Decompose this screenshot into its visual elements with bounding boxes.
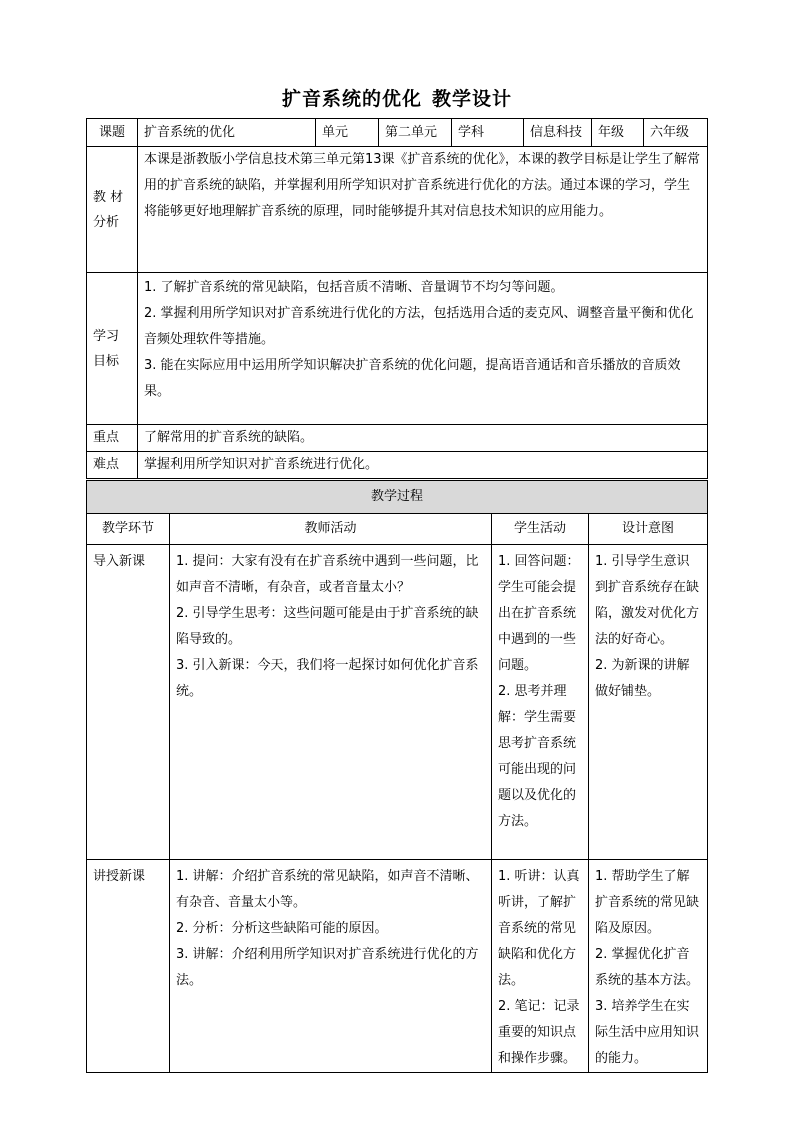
intent-item: 1. 引导学生意识到扩音系统存在缺陷，激发对优化方法的好奇心。 bbox=[595, 554, 700, 647]
teacher-item: 3. 引入新课：今天，我们将一起探讨如何优化扩音系统。 bbox=[176, 658, 479, 699]
goals-label-line2: 目标 bbox=[93, 353, 120, 369]
teacher-cell bbox=[170, 545, 492, 860]
header-student: 学生活动 bbox=[492, 514, 589, 545]
teacher-item: 3. 讲解：介绍利用所学知识对扩音系统进行优化的方法。 bbox=[176, 947, 479, 988]
key-text: 了解常用的扩音系统的缺陷。 bbox=[138, 425, 708, 452]
goals-label bbox=[87, 273, 138, 425]
intent-item: 2. 掌握优化扩音系统的基本方法。 bbox=[595, 947, 700, 988]
analysis-label bbox=[87, 147, 138, 273]
intent-item: 1. 帮助学生了解扩音系统的常见缺陷及原因。 bbox=[595, 869, 700, 936]
table-row bbox=[87, 860, 708, 1073]
intent-cell bbox=[589, 860, 708, 1073]
analysis-text: 本课是浙教版小学信息技术第三单元第13课《扩音系统的优化》，本课的教学目标是让学生了解常用的扩音系统的缺陷，并掌握利用所学知识对扩音系统进行优化的方法。通过本课的学习，学生将能够更好地理解扩音系统的原理，同时能够提升其对信息技术知识的应用能力。 bbox=[138, 147, 708, 273]
student-item: 2. 思考并理解：学生需要思考扩音系统可能出现的问题以及优化的方法。 bbox=[498, 684, 577, 829]
stage-cell: 导入新课 bbox=[87, 545, 170, 860]
difficult-label: 难点 bbox=[87, 452, 138, 479]
header-intent: 设计意图 bbox=[589, 514, 708, 545]
goal-item: 2. 掌握利用所学知识对扩音系统进行优化的方法，包括选用合适的麦克风、调整音量平衡和优化音频处理软件等措施。 bbox=[144, 306, 694, 347]
process-band-header: 教学过程 bbox=[87, 481, 708, 514]
student-item: 1. 听讲：认真听讲，了解扩音系统的常见缺陷和优化方法。 bbox=[498, 869, 580, 988]
key-label: 重点 bbox=[87, 425, 138, 452]
teaching-process-table bbox=[86, 480, 708, 1073]
intent-item: 3. 培养学生在实际生活中应用知识的能力。 bbox=[595, 999, 700, 1066]
student-item: 1. 回答问题：学生可能会提出在扩音系统中遇到的一些问题。 bbox=[498, 554, 580, 673]
teacher-item: 2. 引导学生思考：这些问题可能是由于扩音系统的缺陷导致的。 bbox=[176, 606, 479, 647]
goal-item: 3. 能在实际应用中运用所学知识解决扩音系统的优化问题，提高语音通话和音乐播放的音质效果。 bbox=[144, 358, 681, 399]
teacher-item: 2. 分析：分析这些缺陷可能的原因。 bbox=[176, 921, 388, 936]
intent-cell bbox=[589, 545, 708, 860]
course-info-table bbox=[86, 118, 708, 479]
header-stage: 教学环节 bbox=[87, 514, 170, 545]
course-label: 课题 bbox=[87, 119, 138, 147]
subject-label: 学科 bbox=[452, 119, 524, 147]
course-value: 扩音系统的优化 bbox=[138, 119, 316, 147]
teacher-item: 1. 讲解：介绍扩音系统的常见缺陷，如声音不清晰、有杂音、音量太小等。 bbox=[176, 869, 479, 910]
intent-item: 2. 为新课的讲解做好铺垫。 bbox=[595, 658, 690, 699]
teacher-item: 1. 提问：大家有没有在扩音系统中遇到一些问题，比如声音不清晰，有杂音，或者音量太小？ bbox=[176, 554, 479, 595]
student-item: 2. 笔记：记录重要的知识点和操作步骤。 bbox=[498, 999, 580, 1066]
document-title bbox=[0, 84, 794, 111]
document-title-sub: 教学设计 bbox=[432, 88, 513, 110]
stage-cell: 讲授新课 bbox=[87, 860, 170, 1073]
goal-item: 1. 了解扩音系统的常见缺陷，包括音质不清晰、音量调节不均匀等问题。 bbox=[144, 280, 564, 295]
teacher-cell bbox=[170, 860, 492, 1073]
grade-label: 年级 bbox=[592, 119, 644, 147]
header-teacher: 教师活动 bbox=[170, 514, 492, 545]
unit-value: 第二单元 bbox=[379, 119, 452, 147]
table-row bbox=[87, 545, 708, 860]
difficult-text: 掌握利用所学知识对扩音系统进行优化。 bbox=[138, 452, 708, 479]
document-title-main: 扩音系统的优化 bbox=[281, 88, 422, 110]
student-cell bbox=[492, 860, 589, 1073]
unit-label: 单元 bbox=[316, 119, 379, 147]
grade-value: 六年级 bbox=[644, 119, 708, 147]
analysis-label-line2: 分析 bbox=[93, 214, 120, 230]
goals-label-line1: 学习 bbox=[93, 328, 120, 344]
student-cell bbox=[492, 545, 589, 860]
goals-text bbox=[138, 273, 708, 425]
analysis-label-line1: 教 材 bbox=[93, 189, 124, 205]
subject-value: 信息科技 bbox=[524, 119, 592, 147]
